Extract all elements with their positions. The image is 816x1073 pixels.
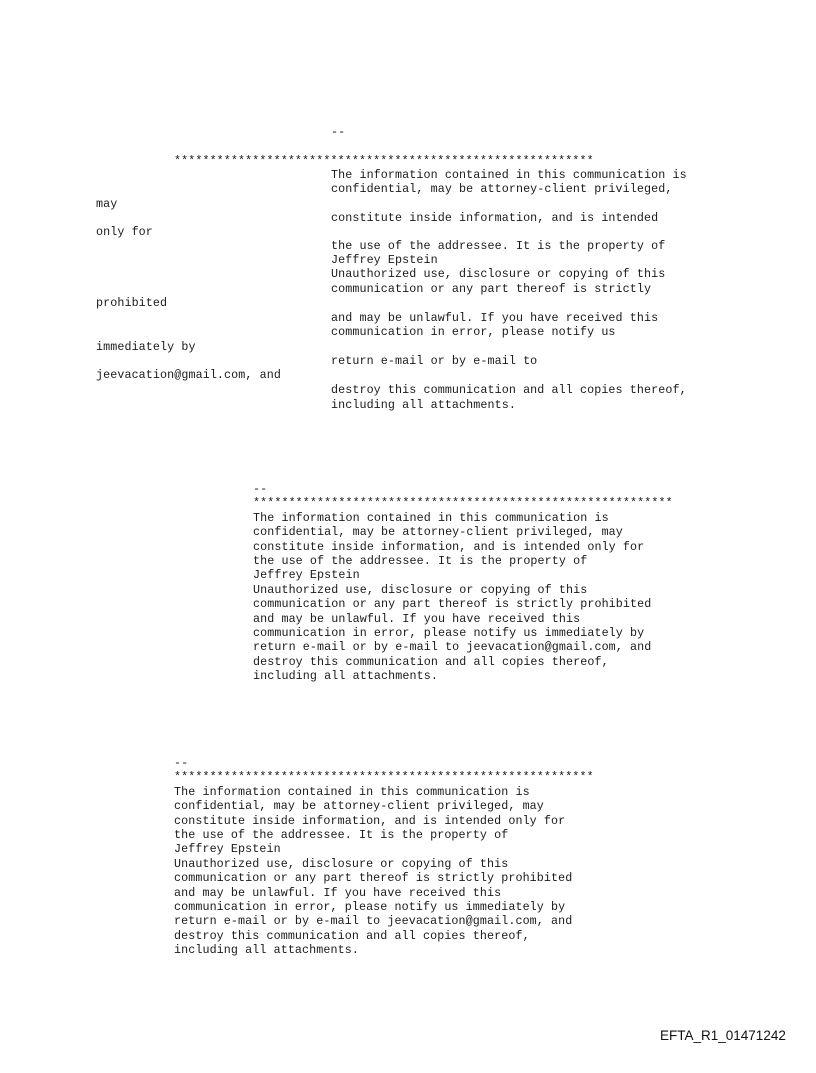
disclaimer-line: constitute inside information, and is intended only for [174, 814, 566, 828]
disclaimer-line: communication or any part thereof is strictly prohibited [174, 871, 573, 885]
disclaimer-line: destroy this communication and all copies thereof, [331, 383, 687, 397]
disclaimer-line: and may be unlawful. If you have received this [174, 886, 502, 900]
disclaimer-line: the use of the addressee. It is the property of [331, 239, 666, 253]
disclaimer-line: The information contained in this communication is [174, 785, 530, 799]
disclaimer-line: the use of the addressee. It is the property of [253, 554, 588, 568]
separator-dashes: -- [331, 125, 346, 139]
disclaimer-line: The information contained in this communication is [331, 168, 687, 182]
disclaimer-line: confidential, may be attorney-client privileged, may [253, 525, 623, 539]
disclaimer-wrap-fragment: may [96, 197, 118, 211]
disclaimer-line: constitute inside information, and is intended only for [253, 540, 645, 554]
disclaimer-line: communication in error, please notify us [331, 325, 616, 339]
disclaimer-line: Unauthorized use, disclosure or copying of this [253, 583, 588, 597]
disclaimer-line: and may be unlawful. If you have received this [331, 311, 659, 325]
disclaimer-line: communication or any part thereof is strictly prohibited [253, 597, 652, 611]
disclaimer-line: return e-mail or by e-mail to jeevacation@gmail.com, and [174, 914, 573, 928]
document-id: EFTA_R1_01471242 [660, 1028, 786, 1043]
disclaimer-line: including all attachments. [331, 398, 516, 412]
disclaimer-line: including all attachments. [174, 943, 359, 957]
disclaimer-line: destroy this communication and all copies thereof, [174, 929, 530, 943]
separator-dashes: -- [253, 482, 268, 496]
separator-stars: *********************************************************** [174, 770, 594, 784]
disclaimer-wrap-fragment: prohibited [96, 296, 168, 310]
separator-stars: *********************************************************** [253, 496, 673, 510]
disclaimer-line: including all attachments. [253, 669, 438, 683]
disclaimer-line: confidential, may be attorney-client privileged, may [174, 799, 544, 813]
disclaimer-line: The information contained in this communication is [253, 511, 609, 525]
disclaimer-wrap-fragment: immediately by [96, 340, 196, 354]
disclaimer-line: confidential, may be attorney-client privileged, [331, 182, 673, 196]
disclaimer-wrap-fragment: jeevacation@gmail.com, and [96, 368, 281, 382]
disclaimer-line: constitute inside information, and is intended [331, 211, 659, 225]
disclaimer-line: and may be unlawful. If you have received this [253, 612, 581, 626]
disclaimer-line: Jeffrey Epstein [174, 842, 281, 856]
disclaimer-line: communication in error, please notify us immediately by [174, 900, 566, 914]
disclaimer-line: the use of the addressee. It is the property of [174, 828, 509, 842]
disclaimer-line: Jeffrey Epstein [331, 253, 438, 267]
disclaimer-line: Unauthorized use, disclosure or copying of this [174, 857, 509, 871]
disclaimer-line: return e-mail or by e-mail to [331, 354, 538, 368]
disclaimer-line: return e-mail or by e-mail to jeevacation@gmail.com, and [253, 640, 652, 654]
separator-stars: *********************************************************** [174, 154, 594, 168]
disclaimer-line: Jeffrey Epstein [253, 568, 360, 582]
disclaimer-line: communication in error, please notify us immediately by [253, 626, 645, 640]
disclaimer-line: destroy this communication and all copies thereof, [253, 655, 609, 669]
separator-dashes: -- [174, 756, 189, 770]
disclaimer-line: communication or any part thereof is strictly [331, 282, 652, 296]
disclaimer-line: Unauthorized use, disclosure or copying of this [331, 267, 666, 281]
disclaimer-wrap-fragment: only for [96, 225, 153, 239]
